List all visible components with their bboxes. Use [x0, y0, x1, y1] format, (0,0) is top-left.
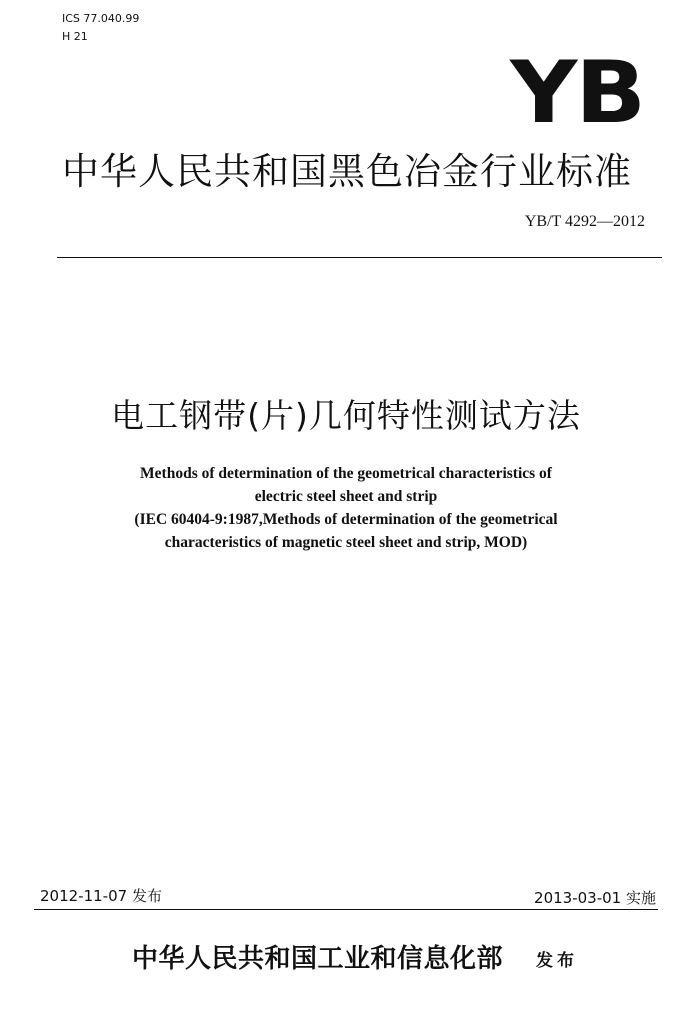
title-en-line-2: electric steel sheet and strip: [254, 488, 438, 505]
document-title-en: [60, 462, 632, 554]
issue-label: 发布: [536, 951, 578, 971]
standard-number: YB/T 4292—2012: [524, 213, 645, 230]
title-en-line-1: Methods of determination of the geometrical characteristics of: [140, 465, 552, 482]
footer-divider: [34, 909, 658, 910]
classification-code: H 21: [62, 30, 88, 43]
issuing-authority: 中华人民共和国工业和信息化部: [132, 944, 504, 974]
issue-date: 2012-11-07 发布: [40, 887, 162, 905]
implementation-date: 2013-03-01 实施: [534, 889, 656, 907]
ics-code: ICS 77.040.99: [62, 12, 140, 25]
iec-reference-line-2: characteristics of magnetic steel sheet and strip, MOD): [164, 534, 528, 551]
iec-reference-line-1: (IEC 60404-9:1987,Methods of determination of the geometrical: [134, 511, 558, 528]
header-divider: [57, 257, 662, 258]
standard-category: 中华人民共和国黑色冶金行业标准: [62, 150, 632, 193]
document-title-cn: 电工钢带(片)几何特性测试方法: [111, 396, 581, 435]
yb-logo: YB: [510, 43, 644, 143]
